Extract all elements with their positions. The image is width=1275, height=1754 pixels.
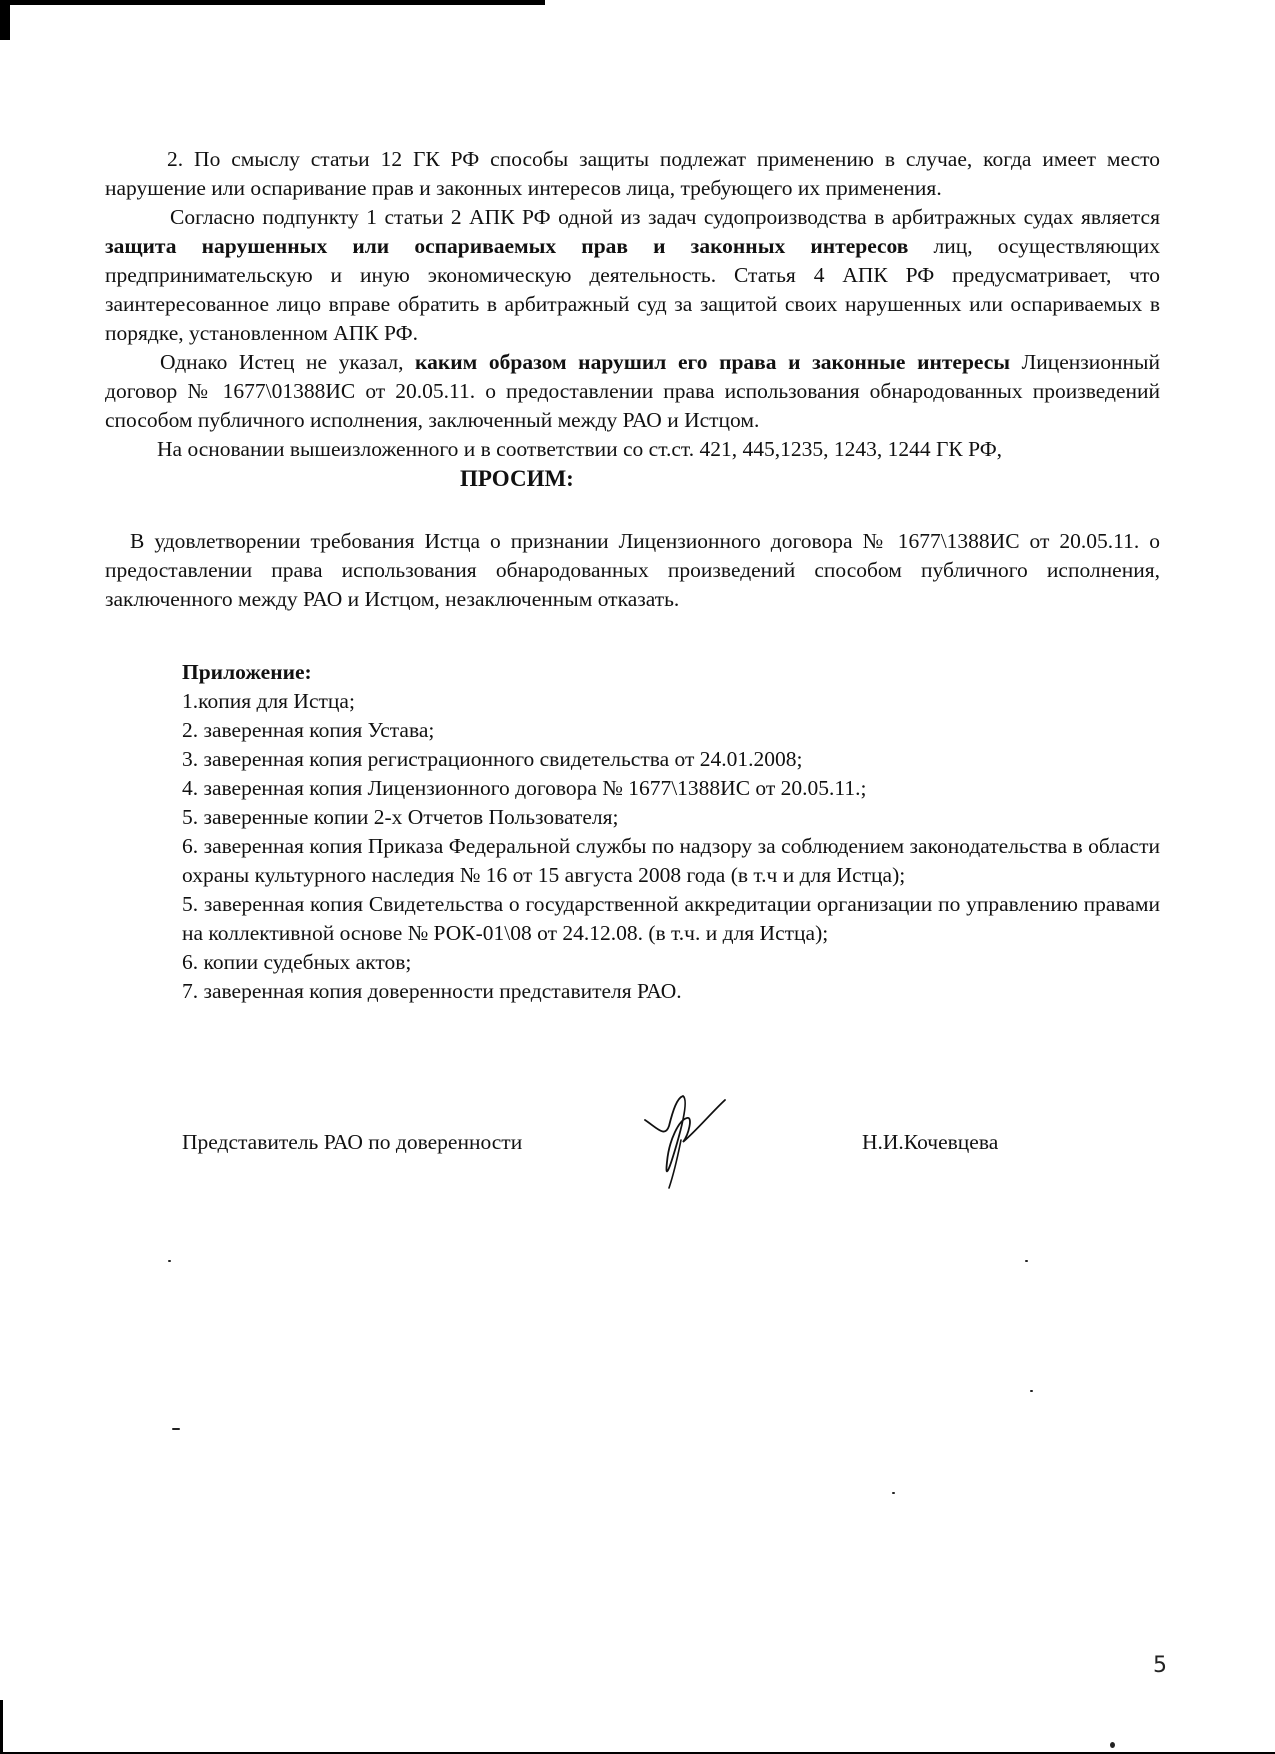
paragraph-article-12: 2. По смыслу статьи 12 ГК РФ способы защиты подлежат применению в случае, когда имеет место нарушение или оспаривание прав и законных интересов лица, требующего их применения.: [105, 147, 1160, 200]
paragraph-text: Согласно подпункту 1 статьи 2 АПК РФ одной из задач судопроизводства в арбитражных судах является: [170, 205, 1160, 229]
appendix-item: 5. заверенные копии 2-х Отчетов Пользователя;: [182, 805, 619, 829]
paragraph-text: Однако Истец не указал,: [160, 350, 416, 374]
appendix-heading: Приложение:: [182, 660, 312, 684]
scan-edge-left: [0, 1700, 3, 1754]
paragraph-emphasis: защита нарушенных или оспариваемых прав и законных интересов: [105, 234, 909, 258]
document-body: [105, 145, 1160, 1006]
scan-edge-top: [0, 0, 545, 5]
appendix-item: 7. заверенная копия доверенности представителя РАО.: [182, 979, 682, 1003]
appendix-item: 4. заверенная копия Лицензионного договора № 1677\1388ИС от 20.05.11.;: [182, 776, 867, 800]
paragraph-text: Лицензионный договор № 1677\01388ИС от 20.05.11. о предоставлении права использования обнародованных произведений способом публичного исполнения, заключенный между РАО и Истцом.: [105, 350, 1161, 432]
paragraph-legal-basis: На основании вышеизложенного и в соответствии со ст.ст. 421, 445,1235, 1243, 1244 ГК РФ,: [157, 437, 1003, 461]
appendix-item: 6. копии судебных актов;: [182, 950, 412, 974]
appendix-item: 3. заверенная копия регистрационного свидетельства от 24.01.2008;: [182, 747, 803, 771]
scan-speck: [1025, 1260, 1028, 1262]
scan-edge-corner: [0, 0, 10, 40]
paragraph-apk-article-2: [105, 203, 1160, 348]
request-title: ПРОСИМ:: [460, 466, 574, 491]
signatory-name: Н.И.Кочевцева: [862, 1130, 999, 1154]
paragraph-emphasis: каким образом нарушил его права и законные интересы: [415, 350, 1011, 374]
scan-speck: [168, 1260, 171, 1262]
paragraph-claimant-not-specified: [105, 348, 1160, 435]
appendix-section: [182, 658, 1160, 1006]
scan-speck: [1030, 1390, 1033, 1392]
request-text: В удовлетворении требования Истца о признании Лицензионного договора № 1677\1388ИС от 20.05.11. о предоставлении права использования обнародованных произведений способом публичного исполнения, заключенного между РАО и Истцом, незаключенным отказать.: [105, 529, 1160, 611]
scan-speck: [892, 1492, 895, 1494]
scan-speck: [1110, 1742, 1115, 1748]
scan-speck: [172, 1428, 180, 1430]
appendix-item: 1.копия для Истца;: [182, 689, 355, 713]
handwritten-signature: [637, 1090, 747, 1190]
appendix-item: 5. заверенная копия Свидетельства о государственной аккредитации организации по управлению правами на коллективной основе № РОК-01\08 от 24.12.08. (в т.ч. и для Истца);: [182, 892, 1160, 945]
signatory-role: Представитель РАО по доверенности: [182, 1130, 523, 1154]
appendix-item: 2. заверенная копия Устава;: [182, 718, 435, 742]
paragraph-text: лиц, осуществляющих предпринимательскую и иную экономическую деятельность. Статья 4 АПК РФ предусматривает, что заинтересованное лицо вправе обратить в арбитражный суд за защитой своих нарушенных или оспариваемых в порядке, установленном АПК РФ.: [105, 234, 1160, 345]
appendix-item: 6. заверенная копия Приказа Федеральной службы по надзору за соблюдением законодательства в области охраны культурного наследия № 16 от 15 августа 2008 года (в т.ч и для Истца);: [182, 834, 1160, 887]
page-number: 5: [1153, 1653, 1167, 1678]
